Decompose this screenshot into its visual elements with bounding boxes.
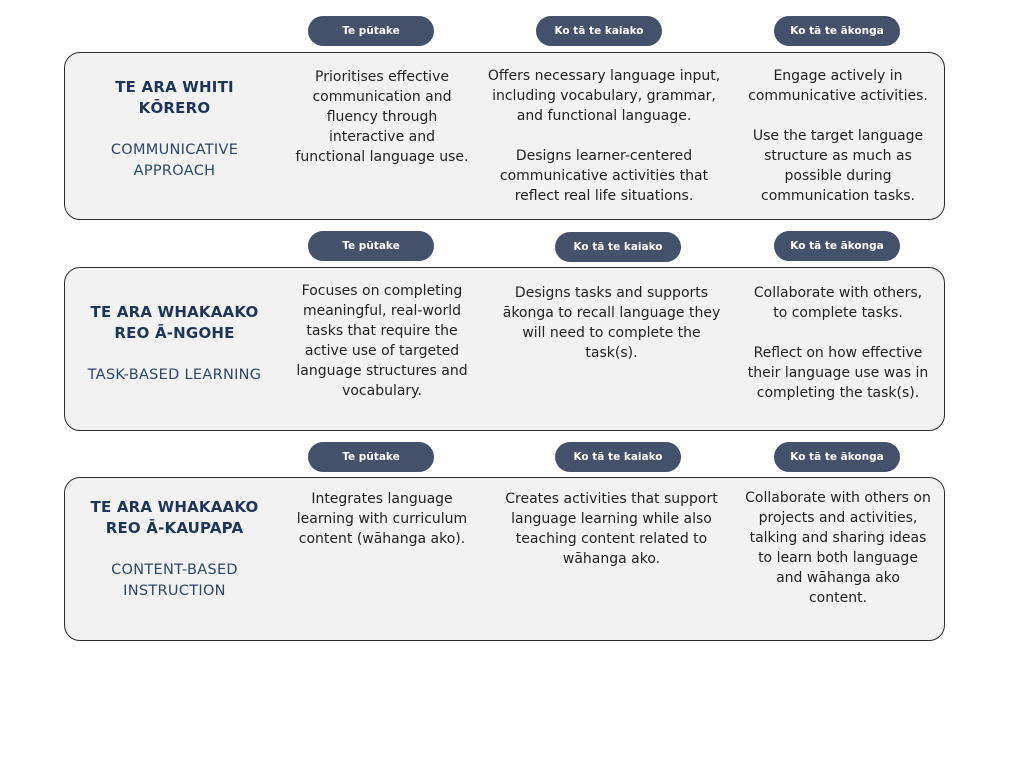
approach-card-content-based — [64, 477, 945, 641]
approach-maori-title: TE ARA WHAKAAKO REO Ā-KAUPAPA — [90, 498, 259, 537]
teacher-role-header-pill: Ko tā te kaiako — [555, 442, 681, 472]
purpose-header-pill: Te pūtake — [308, 231, 434, 261]
purpose-paragraph: Focuses on completing meaningful, real-world tasks that require the active use of targeted language structures and vocabulary. — [296, 283, 468, 399]
learner-paragraph-2: Reflect on how effective their language use was in completing the task(s). — [747, 345, 929, 401]
approach-maori-title: TE ARA WHITI KŌRERO — [115, 78, 234, 117]
purpose-text — [285, 67, 479, 167]
learner-role-header-pill: Ko tā te ākonga — [774, 16, 900, 46]
purpose-paragraph: Integrates language learning with curriculum content (wāhanga ako). — [296, 491, 468, 547]
approach-title-block — [77, 77, 272, 182]
purpose-text — [285, 281, 479, 401]
learner-role-text — [733, 66, 943, 206]
purpose-header-pill: Te pūtake — [308, 442, 434, 472]
approach-card-task-based — [64, 267, 945, 431]
teacher-paragraph-1: Creates activities that support language learning while also teaching content related to wāhanga ako. — [505, 491, 718, 567]
approach-english-title: COMMUNICATIVE APPROACH — [110, 142, 239, 179]
teacher-role-text — [489, 489, 734, 569]
approach-title-block — [77, 497, 272, 602]
approach-english-title: CONTENT-BASED INSTRUCTION — [111, 562, 238, 599]
approach-title-block — [77, 302, 272, 386]
learner-paragraph-1: Engage actively in communicative activities. — [748, 68, 928, 104]
teacher-role-header-pill: Ko tā te kaiako — [536, 16, 662, 46]
teacher-role-text — [489, 283, 734, 363]
learner-role-text — [733, 283, 943, 403]
learner-paragraph-2: Use the target language structure as much as possible during communication tasks. — [752, 128, 924, 204]
learner-paragraph-1: Collaborate with others on projects and activities, talking and sharing ideas to learn both language and wāhanga ako content. — [745, 490, 931, 606]
learner-role-header-pill: Ko tā te ākonga — [774, 231, 900, 261]
teacher-paragraph-2: Designs learner-centered communicative activities that reflect real life situations. — [499, 148, 709, 204]
learner-paragraph-1: Collaborate with others, to complete tasks. — [753, 285, 923, 321]
learner-role-text — [733, 488, 943, 608]
teacher-paragraph-1: Designs tasks and supports ākonga to recall language they will need to complete the task(s). — [502, 285, 721, 361]
approach-english-title: TASK-BASED LEARNING — [87, 367, 262, 383]
approach-maori-title: TE ARA WHAKAAKO REO Ā-NGOHE — [90, 303, 259, 342]
purpose-paragraph: Prioritises effective communication and fluency through interactive and functional language use. — [295, 69, 469, 165]
purpose-text — [285, 489, 479, 549]
learner-role-header-pill: Ko tā te ākonga — [774, 442, 900, 472]
approach-card-communicative — [64, 52, 945, 220]
purpose-header-pill: Te pūtake — [308, 16, 434, 46]
teacher-paragraph-1: Offers necessary language input, including vocabulary, grammar, and functional language. — [487, 68, 721, 124]
teacher-role-header-pill: Ko tā te kaiako — [555, 232, 681, 262]
teacher-role-text — [479, 66, 729, 206]
